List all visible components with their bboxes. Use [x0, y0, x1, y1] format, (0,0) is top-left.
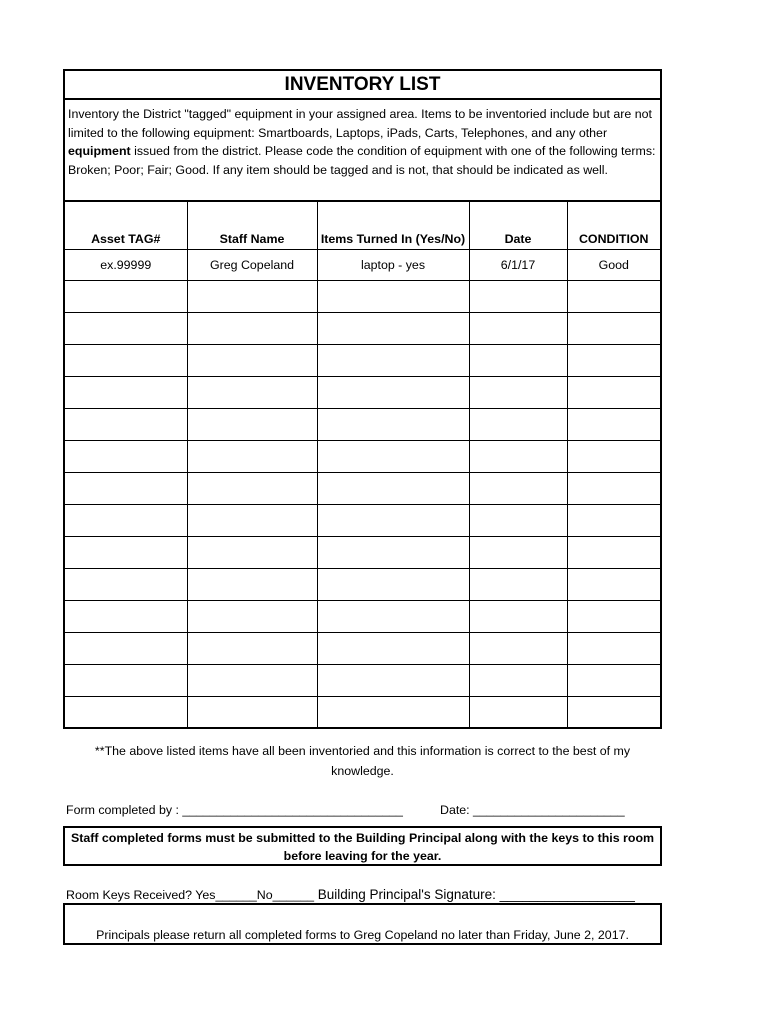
table-row [65, 569, 660, 601]
cell-staff-name[interactable] [187, 441, 317, 473]
cell-condition[interactable] [567, 569, 660, 601]
table-row [65, 441, 660, 473]
cell-items-turned-in[interactable] [317, 665, 469, 697]
table-row [65, 281, 660, 313]
cell-condition[interactable] [567, 473, 660, 505]
cell-date[interactable] [469, 537, 567, 569]
cell-date[interactable] [469, 377, 567, 409]
header-date: Date [469, 201, 567, 250]
header-condition: CONDITION [567, 201, 660, 250]
cell-staff-name[interactable] [187, 633, 317, 665]
cell-asset-tag[interactable] [65, 569, 187, 601]
table-row [65, 601, 660, 633]
cell-date[interactable] [469, 473, 567, 505]
cell-condition[interactable] [567, 697, 660, 729]
cell-date[interactable] [469, 281, 567, 313]
cell-date[interactable] [469, 313, 567, 345]
cell-items-turned-in[interactable] [317, 377, 469, 409]
table-row [65, 505, 660, 537]
instructions-part-2: issued from the district. Please code the condition of equipment with one of the following terms: Broken; Poor; Fair; Good. If any item should be tagged and is not, that should be indicated as well. [68, 144, 656, 177]
cell-condition[interactable] [567, 441, 660, 473]
table-header-row [65, 201, 660, 250]
cell-condition[interactable] [567, 601, 660, 633]
cell-asset-tag[interactable] [65, 505, 187, 537]
cell-condition[interactable] [567, 537, 660, 569]
cell-items-turned-in[interactable] [317, 313, 469, 345]
cell-staff-name[interactable] [187, 345, 317, 377]
cell-date[interactable] [469, 345, 567, 377]
cell-date[interactable] [469, 697, 567, 729]
table-row [65, 665, 660, 697]
table-row [65, 633, 660, 665]
table-row [65, 697, 660, 729]
cell-items-turned-in[interactable] [317, 569, 469, 601]
table-row-example [65, 250, 660, 281]
certification-text: **The above listed items have all been inventoried and this information is correct to the best of my knowledge. [94, 744, 631, 778]
cell-condition[interactable] [567, 665, 660, 697]
cell-condition[interactable] [567, 409, 660, 441]
header-staff-name: Staff Name [187, 201, 317, 250]
date-field[interactable]: Date: ______________________ [440, 803, 625, 817]
cell-staff-name[interactable] [187, 377, 317, 409]
table-row [65, 473, 660, 505]
instructions-bold-word: equipment [68, 144, 131, 158]
cell-items-turned-in[interactable] [317, 281, 469, 313]
cell-items-turned-in[interactable] [317, 409, 469, 441]
table-row [65, 345, 660, 377]
cell-items-turned-in: laptop - yes [317, 250, 469, 281]
cell-staff-name[interactable] [187, 313, 317, 345]
cell-staff-name: Greg Copeland [187, 250, 317, 281]
form-completed-line [66, 803, 666, 817]
cell-asset-tag[interactable] [65, 377, 187, 409]
cell-condition: Good [567, 250, 660, 281]
cell-staff-name[interactable] [187, 665, 317, 697]
cell-date[interactable] [469, 633, 567, 665]
cell-staff-name[interactable] [187, 409, 317, 441]
return-note-box [63, 903, 662, 945]
cell-staff-name[interactable] [187, 697, 317, 729]
cell-asset-tag[interactable] [65, 345, 187, 377]
cell-asset-tag[interactable] [65, 409, 187, 441]
cell-condition[interactable] [567, 377, 660, 409]
form-completed-by-field[interactable]: Form completed by : ________________________________ [66, 803, 403, 817]
cell-condition[interactable] [567, 505, 660, 537]
cell-date[interactable] [469, 665, 567, 697]
cell-date[interactable] [469, 601, 567, 633]
cell-date[interactable] [469, 505, 567, 537]
cell-staff-name[interactable] [187, 505, 317, 537]
instructions-part-1: Inventory the District "tagged" equipment in your assigned area. Items to be inventoried include but are not limited to the following equipment: Smartboards, Laptops, iPads, Carts, Telephones, and any other [68, 107, 652, 140]
cell-items-turned-in[interactable] [317, 505, 469, 537]
cell-date[interactable] [469, 441, 567, 473]
cell-asset-tag[interactable] [65, 697, 187, 729]
inventory-form [63, 69, 662, 729]
table-row [65, 313, 660, 345]
cell-asset-tag[interactable] [65, 473, 187, 505]
cell-date[interactable] [469, 569, 567, 601]
keys-received-line [66, 887, 666, 902]
cell-staff-name[interactable] [187, 537, 317, 569]
header-items-turned-in: Items Turned In (Yes/No) [317, 201, 469, 250]
table-row [65, 409, 660, 441]
cell-asset-tag: ex.99999 [65, 250, 187, 281]
instructions-text [68, 105, 658, 179]
cell-date: 6/1/17 [469, 250, 567, 281]
cell-items-turned-in[interactable] [317, 473, 469, 505]
cell-items-turned-in[interactable] [317, 345, 469, 377]
cell-staff-name[interactable] [187, 601, 317, 633]
cell-items-turned-in[interactable] [317, 601, 469, 633]
cell-asset-tag[interactable] [65, 313, 187, 345]
cell-asset-tag[interactable] [65, 441, 187, 473]
header-asset-tag: Asset TAG# [65, 201, 187, 250]
cell-asset-tag[interactable] [65, 281, 187, 313]
cell-asset-tag[interactable] [65, 633, 187, 665]
cell-items-turned-in[interactable] [317, 697, 469, 729]
cell-staff-name[interactable] [187, 473, 317, 505]
cell-items-turned-in[interactable] [317, 633, 469, 665]
table-row [65, 537, 660, 569]
cell-asset-tag[interactable] [65, 665, 187, 697]
cell-condition[interactable] [567, 313, 660, 345]
cell-staff-name[interactable] [187, 569, 317, 601]
page-title: INVENTORY LIST [65, 71, 660, 100]
cell-items-turned-in[interactable] [317, 537, 469, 569]
cell-date[interactable] [469, 409, 567, 441]
cell-items-turned-in[interactable] [317, 441, 469, 473]
table-row [65, 377, 660, 409]
cell-staff-name[interactable] [187, 281, 317, 313]
cell-condition[interactable] [567, 633, 660, 665]
principal-signature-field[interactable]: Building Principal's Signature: __________________ [314, 887, 635, 902]
submission-notice: Staff completed forms must be submitted to the Building Principal along with the keys to this room before leaving for the year. [63, 826, 662, 866]
cell-condition[interactable] [567, 345, 660, 377]
inventory-table [65, 200, 660, 728]
keys-received-field[interactable]: Room Keys Received? Yes______No______ [66, 888, 314, 902]
cell-asset-tag[interactable] [65, 601, 187, 633]
cell-asset-tag[interactable] [65, 537, 187, 569]
cell-condition[interactable] [567, 281, 660, 313]
return-note-text: Principals please return all completed forms to Greg Copeland no later than Friday, June 2, 2017. [96, 928, 629, 942]
